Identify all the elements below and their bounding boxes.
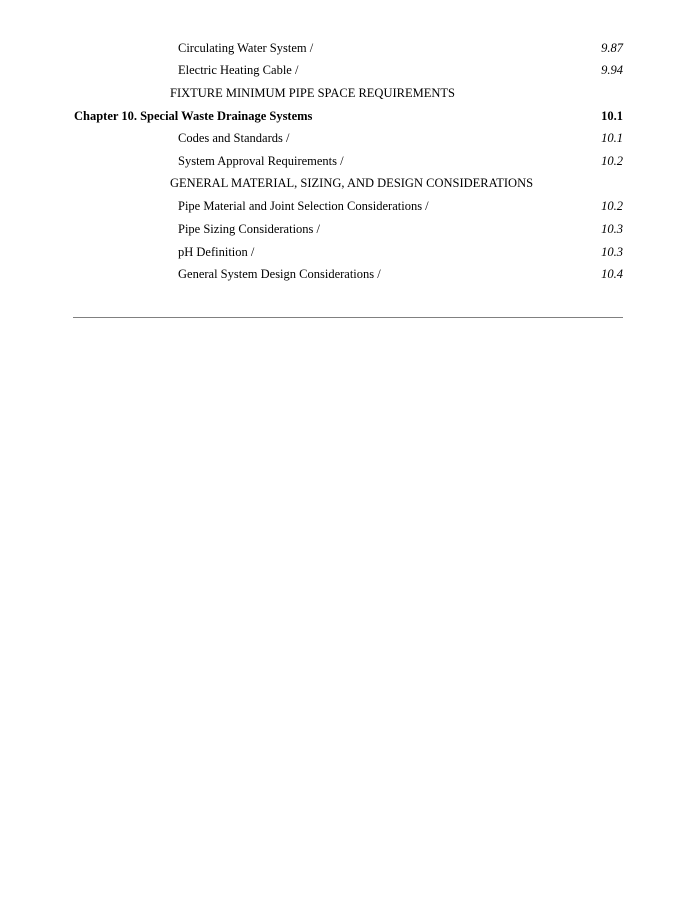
toc-chapter-title: Chapter 10. Special Waste Drainage Systems: [74, 109, 313, 123]
toc-section-title: GENERAL MATERIAL, SIZING, AND DESIGN CONSIDERATIONS: [170, 176, 534, 190]
toc-entry-page: 10.2: [601, 154, 623, 168]
toc-entry: [0, 151, 695, 171]
toc-entry: [0, 196, 695, 216]
toc-entry: [0, 60, 695, 80]
toc-entry-page: 10.4: [601, 267, 623, 281]
toc-entry-page: 10.3: [601, 222, 623, 236]
toc-entry-page: 9.87: [601, 41, 623, 55]
toc-entry-page: 10.1: [601, 131, 623, 145]
toc-entry-title: Electric Heating Cable /: [178, 63, 299, 77]
toc-entry: [0, 128, 695, 148]
toc-entry: [0, 38, 695, 58]
toc-entry-page: 10.3: [601, 245, 623, 259]
toc-entry: [0, 242, 695, 262]
divider-rule: [73, 317, 623, 318]
toc-chapter-page: 10.1: [601, 109, 623, 123]
toc-entry: [0, 264, 695, 284]
toc-entry-title: System Approval Requirements /: [178, 154, 344, 168]
toc-section-heading: [0, 83, 695, 103]
toc-section-heading: [0, 173, 695, 193]
toc-entry-page: 10.2: [601, 199, 623, 213]
toc-entry-title: Codes and Standards /: [178, 131, 290, 145]
toc-entry: [0, 219, 695, 239]
toc-entry-title: Pipe Sizing Considerations /: [178, 222, 321, 236]
toc-section-title: FIXTURE MINIMUM PIPE SPACE REQUIREMENTS: [170, 86, 455, 100]
toc-entry-page: 9.94: [601, 63, 623, 77]
toc-entry-title: Pipe Material and Joint Selection Considerations /: [178, 199, 429, 213]
toc-chapter-heading: [0, 106, 695, 126]
toc-entry-title: Circulating Water System /: [178, 41, 314, 55]
toc-entry-title: pH Definition /: [178, 245, 255, 259]
toc-entry-title: General System Design Considerations /: [178, 267, 381, 281]
